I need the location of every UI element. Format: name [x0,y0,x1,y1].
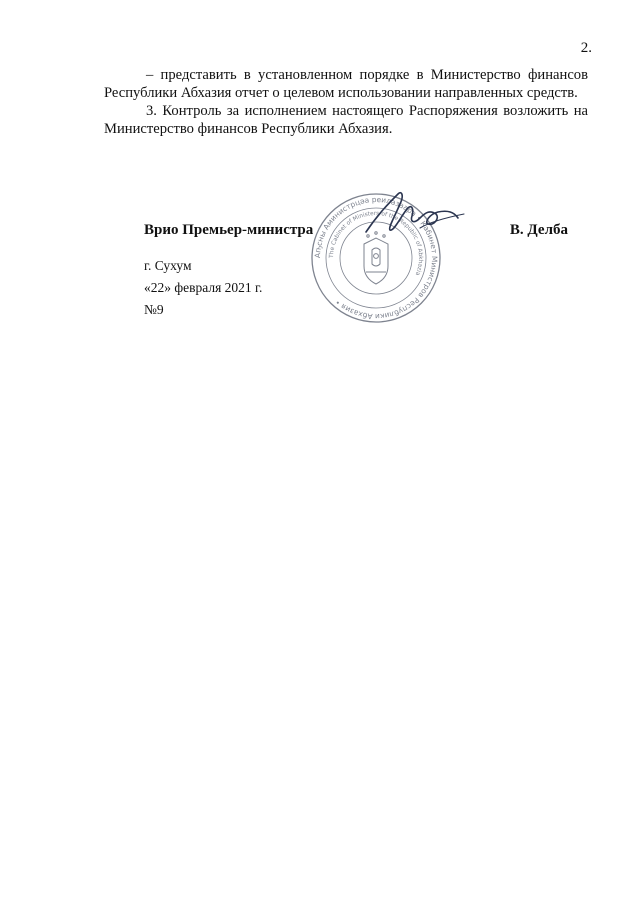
page-number: 2. [580,40,592,56]
seal-inner-text: The Cabinet of Ministers of the Republic of Abkhazia [328,210,424,277]
document-date: «22» февраля 2021 г. [144,280,263,295]
seal-outer-text: Аҧсны Аминистрцәа реилазаара • Кабинет Министров Республики Абхазия • [312,194,440,322]
paragraph-report: – представить в установленном порядке в Министерство финансов Республики Абхазия отчет о целевом использовании направленных средств. [104,67,588,101]
signatory-title: Врио Премьер-министра [144,222,314,238]
signatory-name: В. Делба [509,222,568,238]
signature-block [144,222,568,322]
document-place: г. Сухум [144,258,192,273]
body-text [104,66,588,138]
paragraph-control: 3. Контроль за исполнением настоящего Распоряжения возложить на Министерство финансов Республики Абхазия. [104,103,588,137]
document-number: №9 [144,302,164,317]
